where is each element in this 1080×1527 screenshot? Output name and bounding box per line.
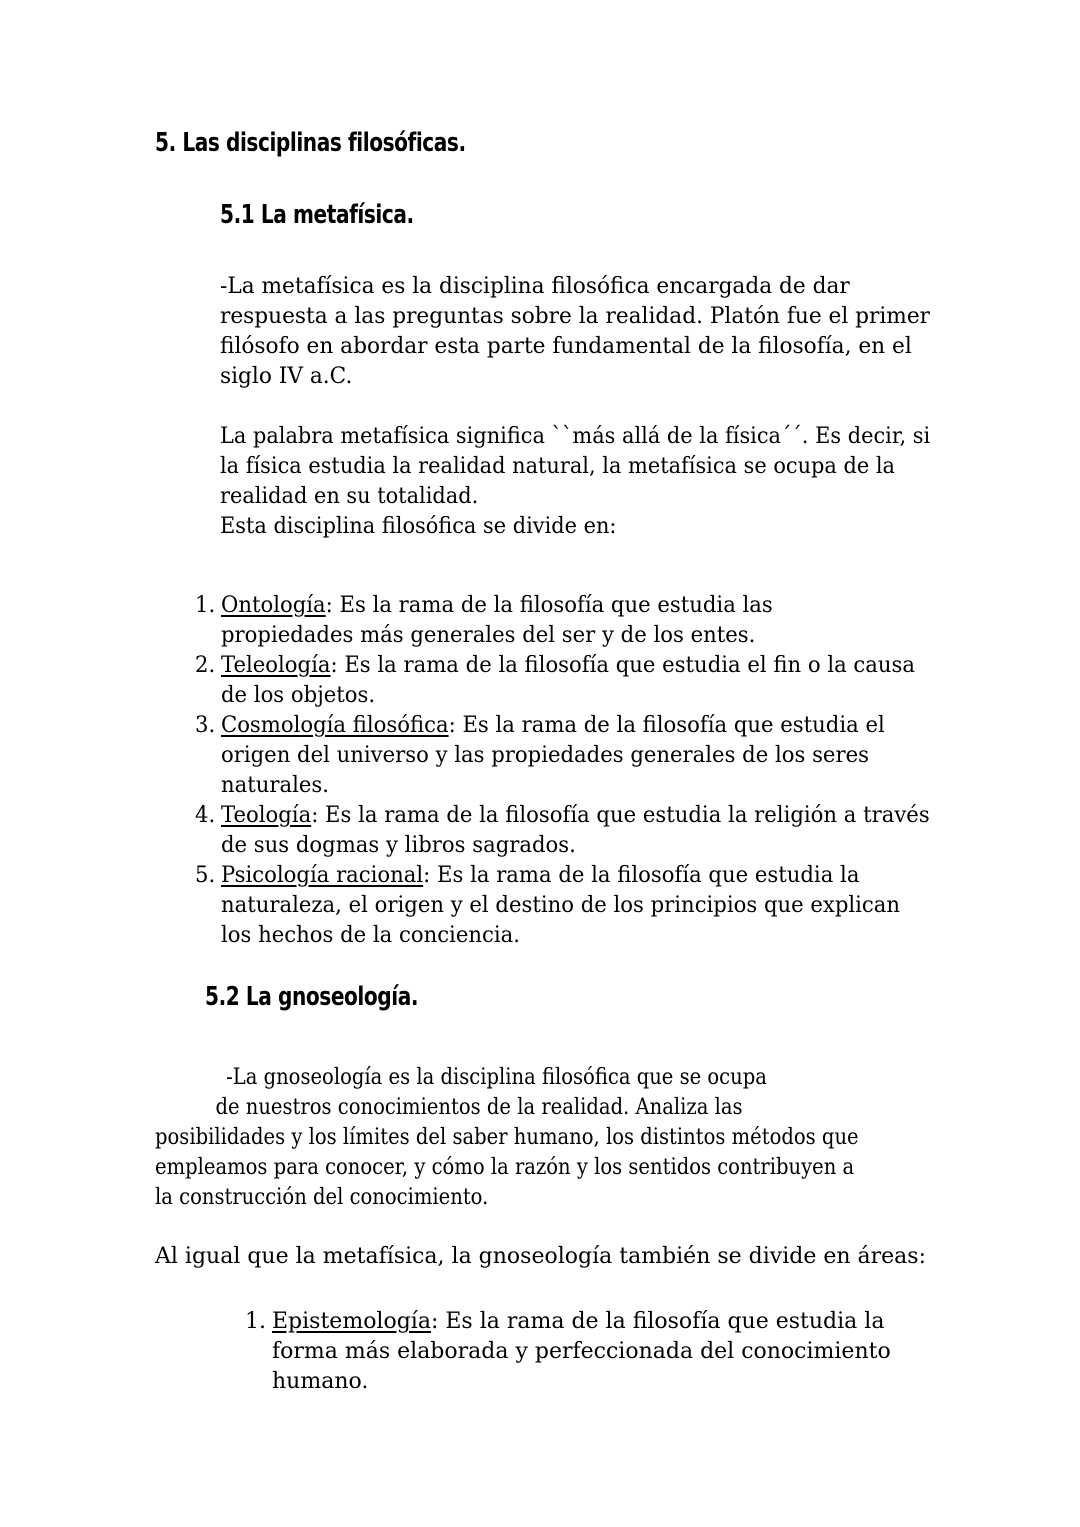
paragraph-line: realidad en su totalidad. bbox=[220, 484, 479, 509]
paragraph-line: de nuestros conocimientos de la realidad. Analiza las bbox=[215, 1095, 743, 1120]
gnoseologia-areas-list bbox=[245, 1307, 891, 1397]
branch-term: Teleología bbox=[221, 653, 331, 678]
paragraph-line: Al igual que la metafísica, la gnoseología también se divide en áreas: bbox=[155, 1244, 926, 1269]
list-item bbox=[245, 1307, 891, 1397]
branch-description: propiedades más generales del ser y de los entes. bbox=[221, 623, 756, 648]
list-item bbox=[195, 591, 930, 651]
branch-description: : Es la rama de la filosofía que estudia la religión a través bbox=[311, 803, 930, 828]
paragraph-line: posibilidades y los límites del saber humano, los distintos métodos que bbox=[155, 1125, 859, 1150]
subsection-title-gnoseologia: 5.2 La gnoseología. bbox=[205, 982, 419, 1012]
paragraph-line: La palabra metafísica significa ``más allá de la física´´. Es decir, si bbox=[220, 424, 931, 449]
branch-description: naturaleza, el origen y el destino de los principios que explican bbox=[221, 893, 901, 918]
branch-description: : Es la rama de la filosofía que estudia la bbox=[423, 863, 860, 888]
metafisica-meaning-paragraph bbox=[220, 422, 930, 542]
branch-term: Teología bbox=[221, 803, 312, 828]
list-item bbox=[195, 651, 930, 711]
branch-description: : Es la rama de la filosofía que estudia el fin o la causa bbox=[330, 653, 916, 678]
paragraph-line: filósofo en abordar esta parte fundamental de la filosofía, en el bbox=[220, 334, 912, 359]
list-number: 5. bbox=[195, 863, 216, 888]
list-number: 2. bbox=[195, 653, 216, 678]
branch-description: humano. bbox=[272, 1369, 369, 1394]
subsection-title-metafisica: 5.1 La metafísica. bbox=[220, 200, 414, 230]
branch-description: : Es la rama de la filosofía que estudia el bbox=[448, 713, 885, 738]
branch-description: de los objetos. bbox=[221, 683, 376, 708]
paragraph-line: Esta disciplina filosófica se divide en: bbox=[220, 514, 617, 539]
section-title: 5. Las disciplinas filosóficas. bbox=[155, 128, 466, 158]
metafisica-branches-list bbox=[195, 591, 930, 951]
metafisica-intro-paragraph bbox=[220, 272, 930, 392]
branch-description: origen del universo y las propiedades generales de los seres bbox=[221, 743, 869, 768]
list-item bbox=[195, 861, 930, 951]
branch-term: Cosmología filosófica bbox=[221, 713, 449, 738]
branch-description: los hechos de la conciencia. bbox=[221, 923, 520, 948]
list-number: 4. bbox=[195, 803, 216, 828]
paragraph-line: -La gnoseología es la disciplina filosófica que se ocupa bbox=[226, 1065, 767, 1090]
paragraph-line: -La metafísica es la disciplina filosófica encargada de dar bbox=[220, 274, 850, 299]
paragraph-line: respuesta a las preguntas sobre la realidad. Platón fue el primer bbox=[220, 304, 931, 329]
branch-term: Psicología racional bbox=[221, 863, 424, 888]
branch-description: : Es la rama de la filosofía que estudia la bbox=[430, 1309, 885, 1334]
gnoseologia-intro-paragraph bbox=[155, 1063, 859, 1213]
paragraph-line: empleamos para conocer, y cómo la razón y los sentidos contribuyen a bbox=[155, 1155, 855, 1180]
list-item bbox=[195, 801, 930, 861]
paragraph-line: siglo IV a.C. bbox=[220, 364, 353, 389]
branch-description: naturales. bbox=[221, 773, 330, 798]
branch-term: Ontología bbox=[221, 593, 326, 618]
branch-description: de sus dogmas y libros sagrados. bbox=[221, 833, 576, 858]
paragraph-line: la física estudia la realidad natural, la metafísica se ocupa de la bbox=[220, 454, 895, 479]
list-number: 1. bbox=[195, 593, 216, 618]
branch-description: forma más elaborada y perfeccionada del conocimiento bbox=[272, 1339, 891, 1364]
branch-description: : Es la rama de la filosofía que estudia las bbox=[325, 593, 773, 618]
paragraph-line: la construcción del conocimiento. bbox=[155, 1185, 489, 1210]
branch-term: Epistemología bbox=[272, 1309, 431, 1334]
gnoseologia-areas-paragraph bbox=[155, 1242, 926, 1272]
list-number: 1. bbox=[245, 1309, 266, 1334]
list-number: 3. bbox=[195, 713, 216, 738]
list-item bbox=[195, 711, 930, 801]
